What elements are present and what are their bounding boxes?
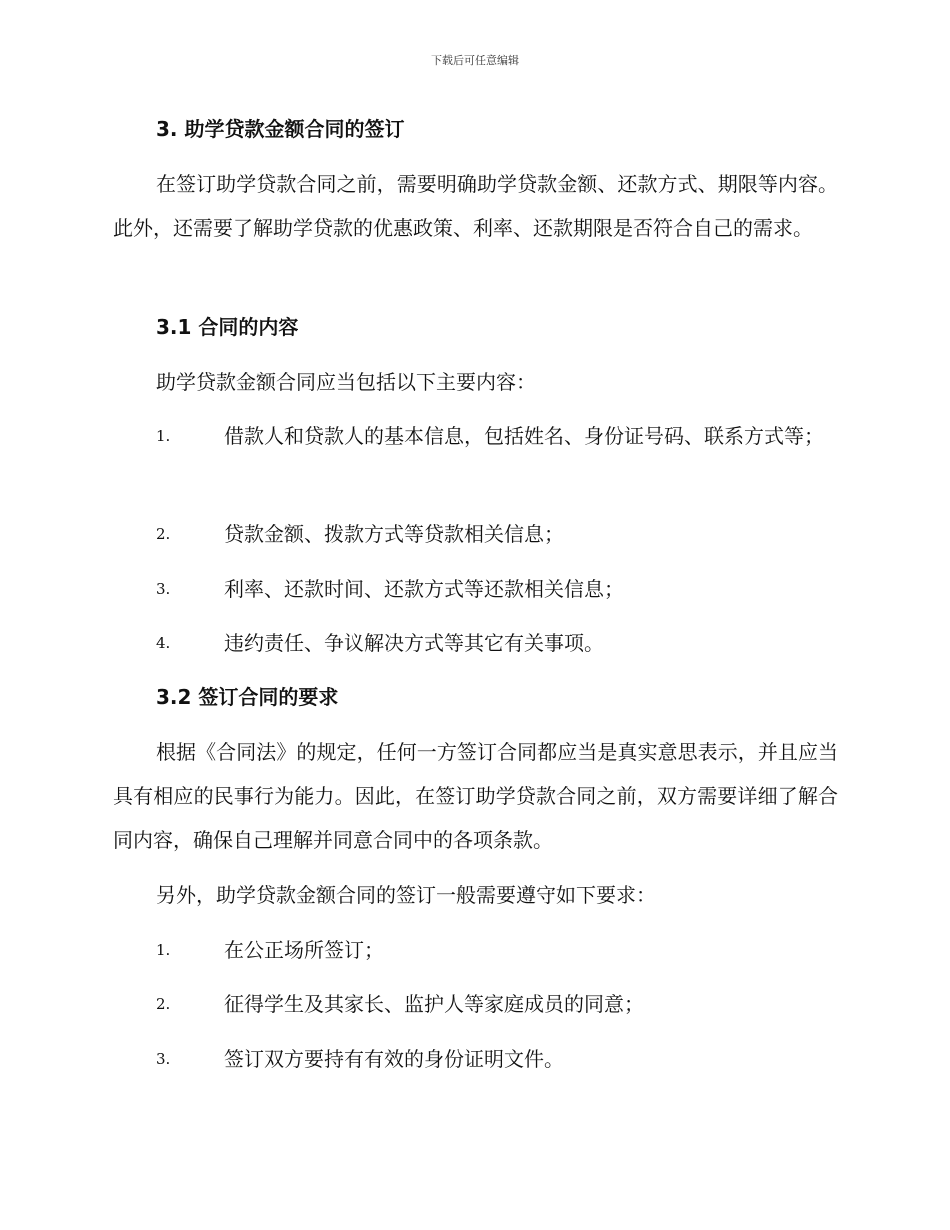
list-item-number: 2. [156, 525, 171, 543]
list-item [113, 1037, 838, 1081]
list-item-text: 利率、还款时间、还款方式等还款相关信息； [224, 577, 624, 601]
list-item-text: 违约责任、争议解决方式等其它有关事项。 [224, 631, 604, 655]
list-item-text: 借款人和贷款人的基本信息，包括姓名、身份证号码、联系方式等； [224, 424, 824, 448]
list-item-number: 3. [156, 1050, 171, 1068]
list-item-number: 1. [156, 427, 171, 445]
list-item-text: 签订双方要持有有效的身份证明文件。 [224, 1047, 564, 1071]
list-item [113, 928, 838, 972]
list-item-number: 1. [156, 941, 171, 959]
section-heading-3-2: 3.2 签订合同的要求 [156, 685, 339, 709]
list-item-number: 4. [156, 634, 171, 652]
section-heading-3: 3. 助学贷款金额合同的签订 [156, 117, 405, 141]
list-item-number: 3. [156, 580, 171, 598]
section-3-1-intro: 助学贷款金额合同应当包括以下主要内容： [156, 370, 536, 394]
page-header: 下载后可任意编辑 [431, 54, 519, 67]
list-item-text: 贷款金额、拨款方式等贷款相关信息； [224, 522, 564, 546]
section-3-2-paragraph: 根据《合同法》的规定，任何一方签订合同都应当是真实意思表示，并且应当具有相应的民事行为能力。因此，在签订助学贷款合同之前，双方需要详细了解合同内容，确保自己理解并同意合同中的各项条款。 [113, 740, 838, 852]
list-item [113, 567, 838, 611]
list-item-number: 2. [156, 995, 171, 1013]
list-item-text: 征得学生及其家长、监护人等家庭成员的同意； [224, 992, 644, 1016]
list-item [113, 982, 838, 1026]
section-heading-3-1: 3.1 合同的内容 [156, 315, 299, 339]
list-item [113, 414, 838, 458]
section-3-2-intro: 另外，助学贷款金额合同的签订一般需要遵守如下要求： [156, 883, 656, 907]
list-item [113, 512, 838, 556]
list-item-text: 在公正场所签订； [224, 938, 384, 962]
section-3-paragraph: 在签订助学贷款合同之前，需要明确助学贷款金额、还款方式、期限等内容。此外，还需要了解助学贷款的优惠政策、利率、还款期限是否符合自己的需求。 [113, 172, 838, 240]
list-item [113, 621, 838, 665]
